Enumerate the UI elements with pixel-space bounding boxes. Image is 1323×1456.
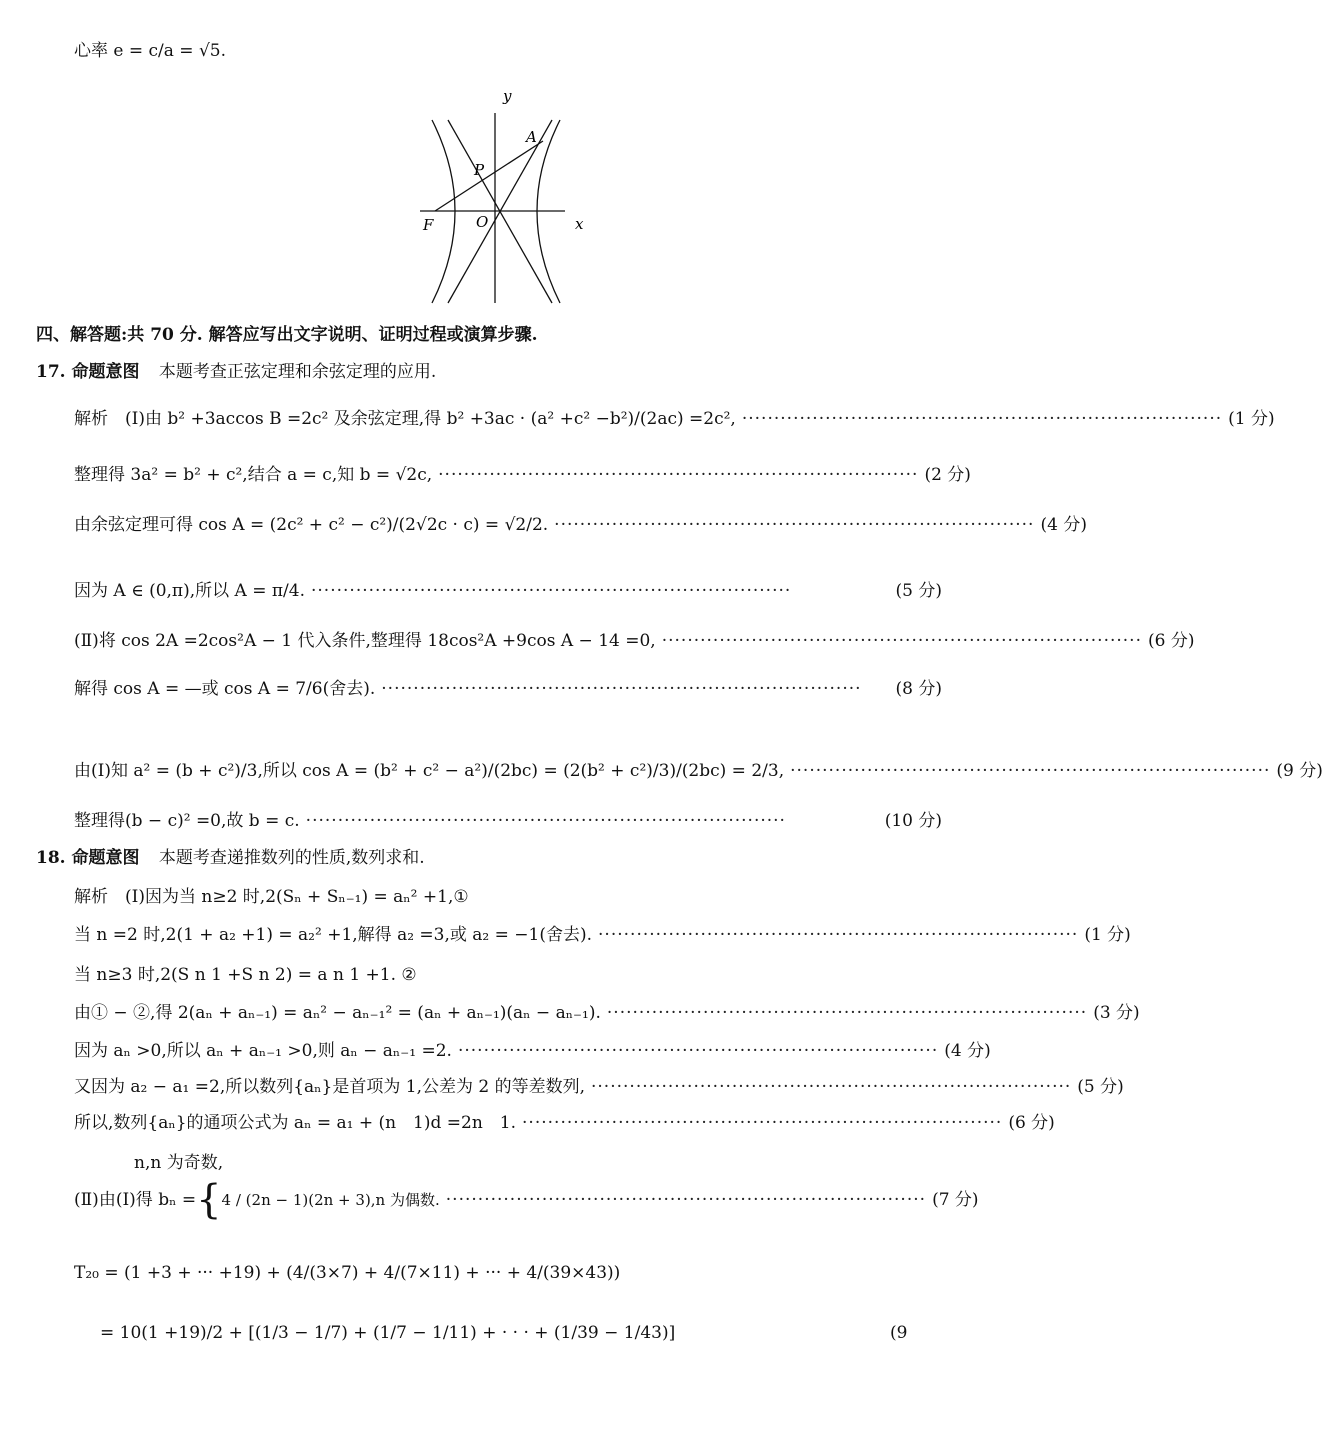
label-P: P [474, 161, 485, 179]
label-x: x [575, 215, 584, 233]
label-F: F [423, 216, 434, 234]
q17-line-2: 整理得 3a² = b² + c²,结合 a = c,知 b = √2c, ··········································································· (2 分) [74, 465, 971, 485]
hyperbola-figure [410, 85, 600, 310]
q17-line-7: 由(Ⅰ)知 a² = (b + c²)/3,所以 cos A = (b² + c² − a²)/(2bc) = (2(b² + c²)/3)/(2bc) = 2/3, ··········································································· (9 分) [74, 761, 1323, 781]
q17-line-3: 由余弦定理可得 cos A = (2c² + c² − c²)/(2√2c · c) = √2/2. ··········································································· (4 分) [74, 515, 1087, 535]
q18-line-6: 又因为 a₂ − a₁ =2,所以数列{aₙ}是首项为 1,公差为 2 的等差数列, ··········································································· (5 分) [74, 1077, 1124, 1097]
q17-intent [36, 361, 436, 383]
t20-line-2: = 10(1 +19)/2 + [(1/3 − 1/7) + (1/7 − 1/11) + · · · + (1/39 − 1/43)] [100, 1323, 676, 1343]
q18-intent [36, 847, 425, 869]
q17-line-8: 整理得(b − c)² =0,故 b = c. ··········································································· (10 分) [74, 811, 942, 831]
section-heading: 四、解答题:共 70 分. 解答应写出文字说明、证明过程或演算步骤. [36, 325, 538, 345]
bn-case-even: 4 / (2n − 1)(2n + 3),n 为偶数. [221, 1191, 440, 1209]
q18-intent-text: 本题考查递推数列的性质,数列求和. [158, 848, 425, 868]
q18-line-2: 当 n =2 时,2(1 + a₂ +1) = a₂² +1,解得 a₂ =3,或 a₂ = −1(舍去). ··········································································· (1 分) [74, 925, 1131, 945]
label-A: A [526, 128, 537, 146]
bn-case-odd: n,n 为奇数, [134, 1153, 224, 1173]
q18-line-3: 当 n≥3 时,2(S n 1 +S n 2) = a n 1 +1. ② [74, 965, 417, 985]
brace-icon: { [196, 1177, 222, 1223]
part2-score: (7 分) [932, 1190, 979, 1210]
q18-line-5: 因为 aₙ >0,所以 aₙ + aₙ₋₁ >0,则 aₙ − aₙ₋₁ =2. ··········································································· (4 分) [74, 1041, 991, 1061]
q18-line-7: 所以,数列{aₙ}的通项公式为 aₙ = a₁ + (n 1)d =2n 1. ··········································································· (6 分) [74, 1113, 1055, 1133]
q17-line-5: (Ⅱ)将 cos 2A =2cos²A − 1 代入条件,整理得 18cos²A +9cos A − 14 =0, ··········································································· (6 分) [74, 631, 1195, 651]
q17-line-4: 因为 A ∈ (0,π),所以 A = π/4. ··········································································· (5 分) [74, 581, 942, 601]
q17-line-6: 解得 cos A = —或 cos A = 7/6(舍去). ··········································································· (8 分) [74, 679, 942, 699]
t20-score: (9 [890, 1323, 908, 1343]
q18-line-1: 解析 (Ⅰ)因为当 n≥2 时,2(Sₙ + Sₙ₋₁) = aₙ² +1,① [74, 887, 469, 907]
bn-definition: (Ⅱ)由(Ⅰ)得 bₙ = { 4 / (2n − 1)(2n + 3),n 为偶数. ··········································································· (7 分) [74, 1177, 979, 1223]
q17-intent-text: 本题考查正弦定理和余弦定理的应用. [158, 362, 437, 382]
q18-intent-label: 18. 命题意图 [36, 848, 140, 868]
q18-line-4: 由① − ②,得 2(aₙ + aₙ₋₁) = aₙ² − aₙ₋₁² = (aₙ + aₙ₋₁)(aₙ − aₙ₋₁). ··········································································· (3 分) [74, 1003, 1140, 1023]
bn-prefix: (Ⅱ)由(Ⅰ)得 bₙ = [74, 1190, 197, 1210]
q17-line-1: 解析 (Ⅰ)由 b² +3accos B =2c² 及余弦定理,得 b² +3ac · (a² +c² −b²)/(2ac) =2c², ··········································································· (1 分) [74, 409, 1275, 429]
q17-intent-label: 17. 命题意图 [36, 362, 140, 382]
t20-line-1: T₂₀ = (1 +3 + ··· +19) + (4/(3×7) + 4/(7×11) + ··· + 4/(39×43)) [74, 1263, 621, 1283]
eccentricity-line: 心率 e = c/a = √5. [74, 41, 227, 61]
label-O: O [476, 213, 489, 231]
label-y: y [503, 87, 512, 105]
